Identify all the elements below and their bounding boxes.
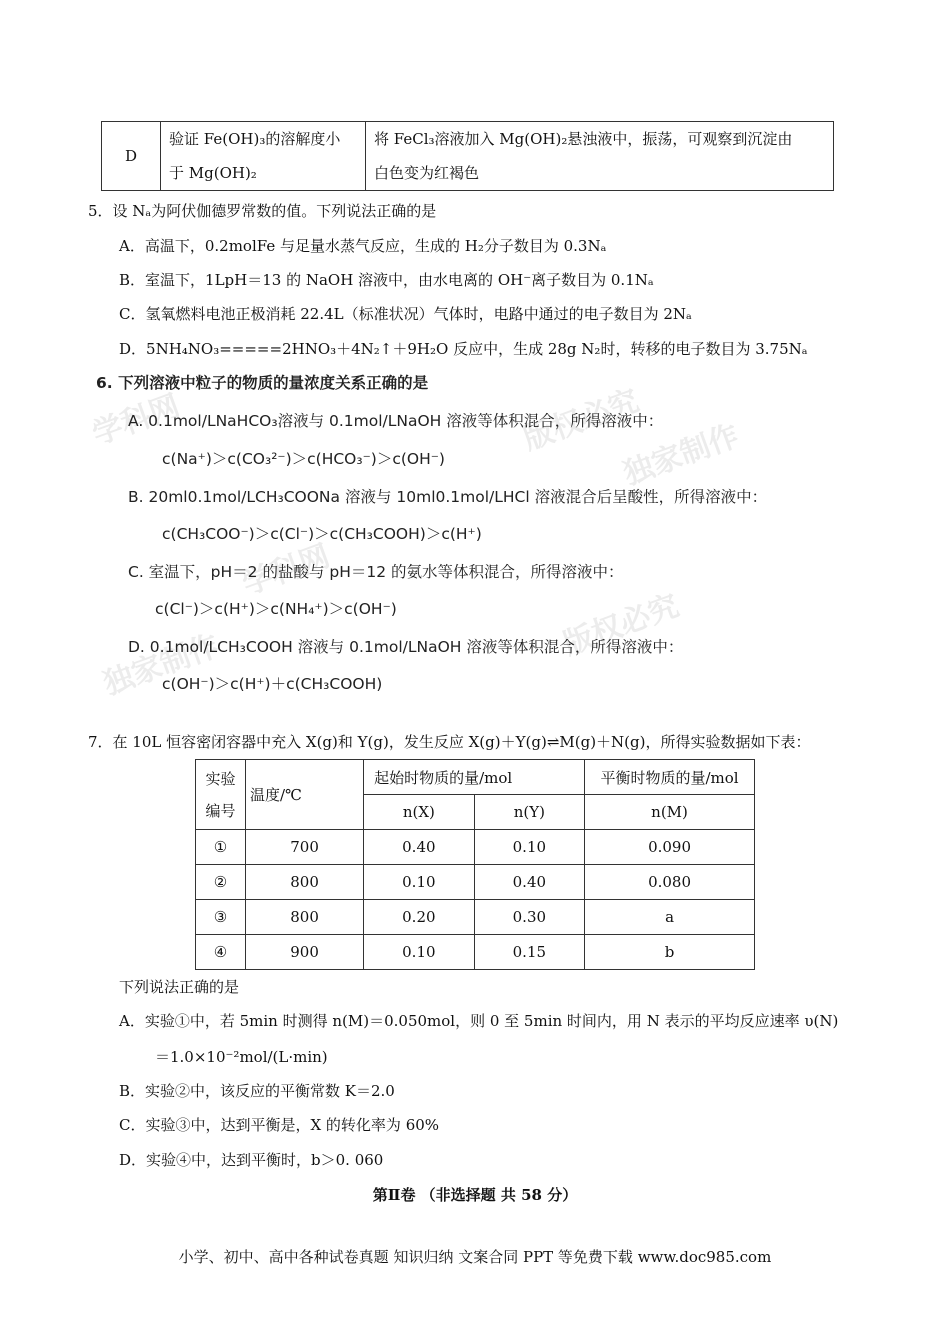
watermark: 学科网 (87, 388, 185, 453)
cell-temp: 700 (246, 830, 364, 865)
q7-option-c: C．实验③中，达到平衡是，X 的转化率为 60% (119, 1116, 440, 1134)
cell-ny: 0.30 (474, 900, 585, 935)
cell-nm: a (585, 900, 755, 935)
cell-id: ④ (196, 935, 246, 970)
q6-option-d-relation: c(OH⁻)＞c(H⁺)＋c(CH₃COOH) (162, 675, 383, 693)
purpose-line-2: 于 Mg(OH)₂ (169, 164, 257, 182)
q5-option-c: C．氢氧燃料电池正极消耗 22.4L（标准状况）气体时，电路中通过的电子数目为 2Nₐ (119, 305, 692, 323)
q6-option-d: D. 0.1mol/LCH₃COOH 溶液与 0.1mol/LNaOH 溶液等体积混合，所得溶液中： (128, 638, 684, 656)
watermark: 版权必究 (518, 383, 644, 458)
cell-ny: 0.40 (474, 865, 585, 900)
method-line-2: 白色变为红褐色 (374, 164, 480, 182)
q5-option-a: A．高温下，0.2molFe 与足量水蒸气反应，生成的 H₂分子数目为 0.3Nₐ (119, 237, 607, 255)
cell-id: ① (196, 830, 246, 865)
cell-temp: 900 (246, 935, 364, 970)
q7-option-d: D．实验④中，达到平衡时，b＞0. 060 (119, 1151, 384, 1169)
q5-stem: 5．设 Nₐ为阿伏伽德罗常数的值。下列说法正确的是 (88, 202, 437, 220)
cell-temp: 800 (246, 900, 364, 935)
q7-option-b: B．实验②中，该反应的平衡常数 K＝2.0 (119, 1082, 395, 1100)
cell-id: ③ (196, 900, 246, 935)
page-footer[interactable]: 小学、初中、高中各种试卷真题 知识归纳 文案合同 PPT 等免费下载 www.doc985.com (178, 1248, 772, 1266)
table-row (196, 935, 755, 970)
cell-nm: 0.080 (585, 865, 755, 900)
table-row (196, 900, 755, 935)
cell-nx: 0.10 (364, 935, 475, 970)
watermark: 学科网 (237, 538, 335, 603)
q6-option-b-relation: c(CH₃COO⁻)＞c(Cl⁻)＞c(CH₃COOH)＞c(H⁺) (162, 525, 482, 543)
table-row (196, 830, 755, 865)
watermark: 独家制作 (618, 418, 744, 493)
row-label: D (102, 122, 161, 191)
q7-lead: 下列说法正确的是 (119, 978, 240, 996)
cell-ny: 0.10 (474, 830, 585, 865)
table-header-row (196, 760, 755, 795)
cell-nx: 0.40 (364, 830, 475, 865)
q6-option-a: A. 0.1mol/LNaHCO₃溶液与 0.1mol/LNaOH 溶液等体积混合，所得溶液中： (128, 412, 664, 430)
experiment-data-table (195, 759, 755, 970)
q7-stem: 7．在 10L 恒容密闭容器中充入 X(g)和 Y(g)，发生反应 X(g)＋Y(g)⇌M(g)＋N(g)，所得实验数据如下表： (88, 733, 811, 751)
table-row (102, 122, 834, 191)
method-line-1: 将 FeCl₃溶液加入 Mg(OH)₂悬浊液中，振荡，可观察到沉淀由 (374, 130, 793, 148)
cell-temp: 800 (246, 865, 364, 900)
header-temperature: 温度/℃ (246, 760, 364, 830)
header-exp-no (196, 760, 246, 830)
table-row (196, 865, 755, 900)
cell-ny: 0.15 (474, 935, 585, 970)
q7-option-a-line-1: A．实验①中，若 5min 时测得 n(M)＝0.050mol，则 0 至 5min 时间内，用 N 表示的平均反应速率 υ(N) (119, 1012, 839, 1030)
cell-nx: 0.10 (364, 865, 475, 900)
header-nx: n(X) (364, 795, 475, 830)
q6-option-a-relation: c(Na⁺)＞c(CO₃²⁻)＞c(HCO₃⁻)＞c(OH⁻) (162, 450, 445, 468)
watermark: 版权必究 (558, 588, 684, 663)
cell-nm: 0.090 (585, 830, 755, 865)
q6-stem: 6. 下列溶液中粒子的物质的量浓度关系正确的是 (96, 374, 429, 392)
purpose-line-1: 验证 Fe(OH)₃的溶解度小 (169, 130, 341, 148)
header-equilibrium-amount: 平衡时物质的量/mol (585, 760, 755, 795)
q6-option-b: B. 20ml0.1mol/LCH₃COONa 溶液与 10ml0.1mol/LHCl 溶液混合后呈酸性，所得溶液中： (128, 488, 768, 506)
q6-option-c-relation: c(Cl⁻)＞c(H⁺)＞c(NH₄⁺)＞c(OH⁻) (155, 600, 397, 618)
header-start-amount: 起始时物质的量/mol (364, 760, 585, 795)
header-nm: n(M) (585, 795, 755, 830)
watermark: 独家制作 (98, 628, 224, 703)
header-ny: n(Y) (474, 795, 585, 830)
q6-option-c: C. 室温下，pH＝2 的盐酸与 pH＝12 的氨水等体积混合，所得溶液中： (128, 563, 624, 581)
experiment-table-d (101, 121, 834, 191)
q5-option-b: B．室温下，1LpH＝13 的 NaOH 溶液中，由水电离的 OH⁻离子数目为 0.1Nₐ (119, 271, 654, 289)
cell-nm: b (585, 935, 755, 970)
method-cell (366, 122, 834, 191)
header-exp-line-1: 实验 (205, 769, 236, 788)
section-title: 第Ⅱ卷 （非选择题 共 58 分） (372, 1186, 578, 1204)
cell-nx: 0.20 (364, 900, 475, 935)
header-exp-line-2: 编号 (205, 801, 236, 820)
q5-option-d: D．5NH₄NO₃=====2HNO₃＋4N₂↑＋9H₂O 反应中，生成 28g N₂时，转移的电子数目为 3.75Nₐ (119, 340, 808, 358)
q7-option-a-line-2: ＝1.0×10⁻²mol/(L·min) (155, 1048, 328, 1066)
cell-id: ② (196, 865, 246, 900)
purpose-cell (161, 122, 366, 191)
